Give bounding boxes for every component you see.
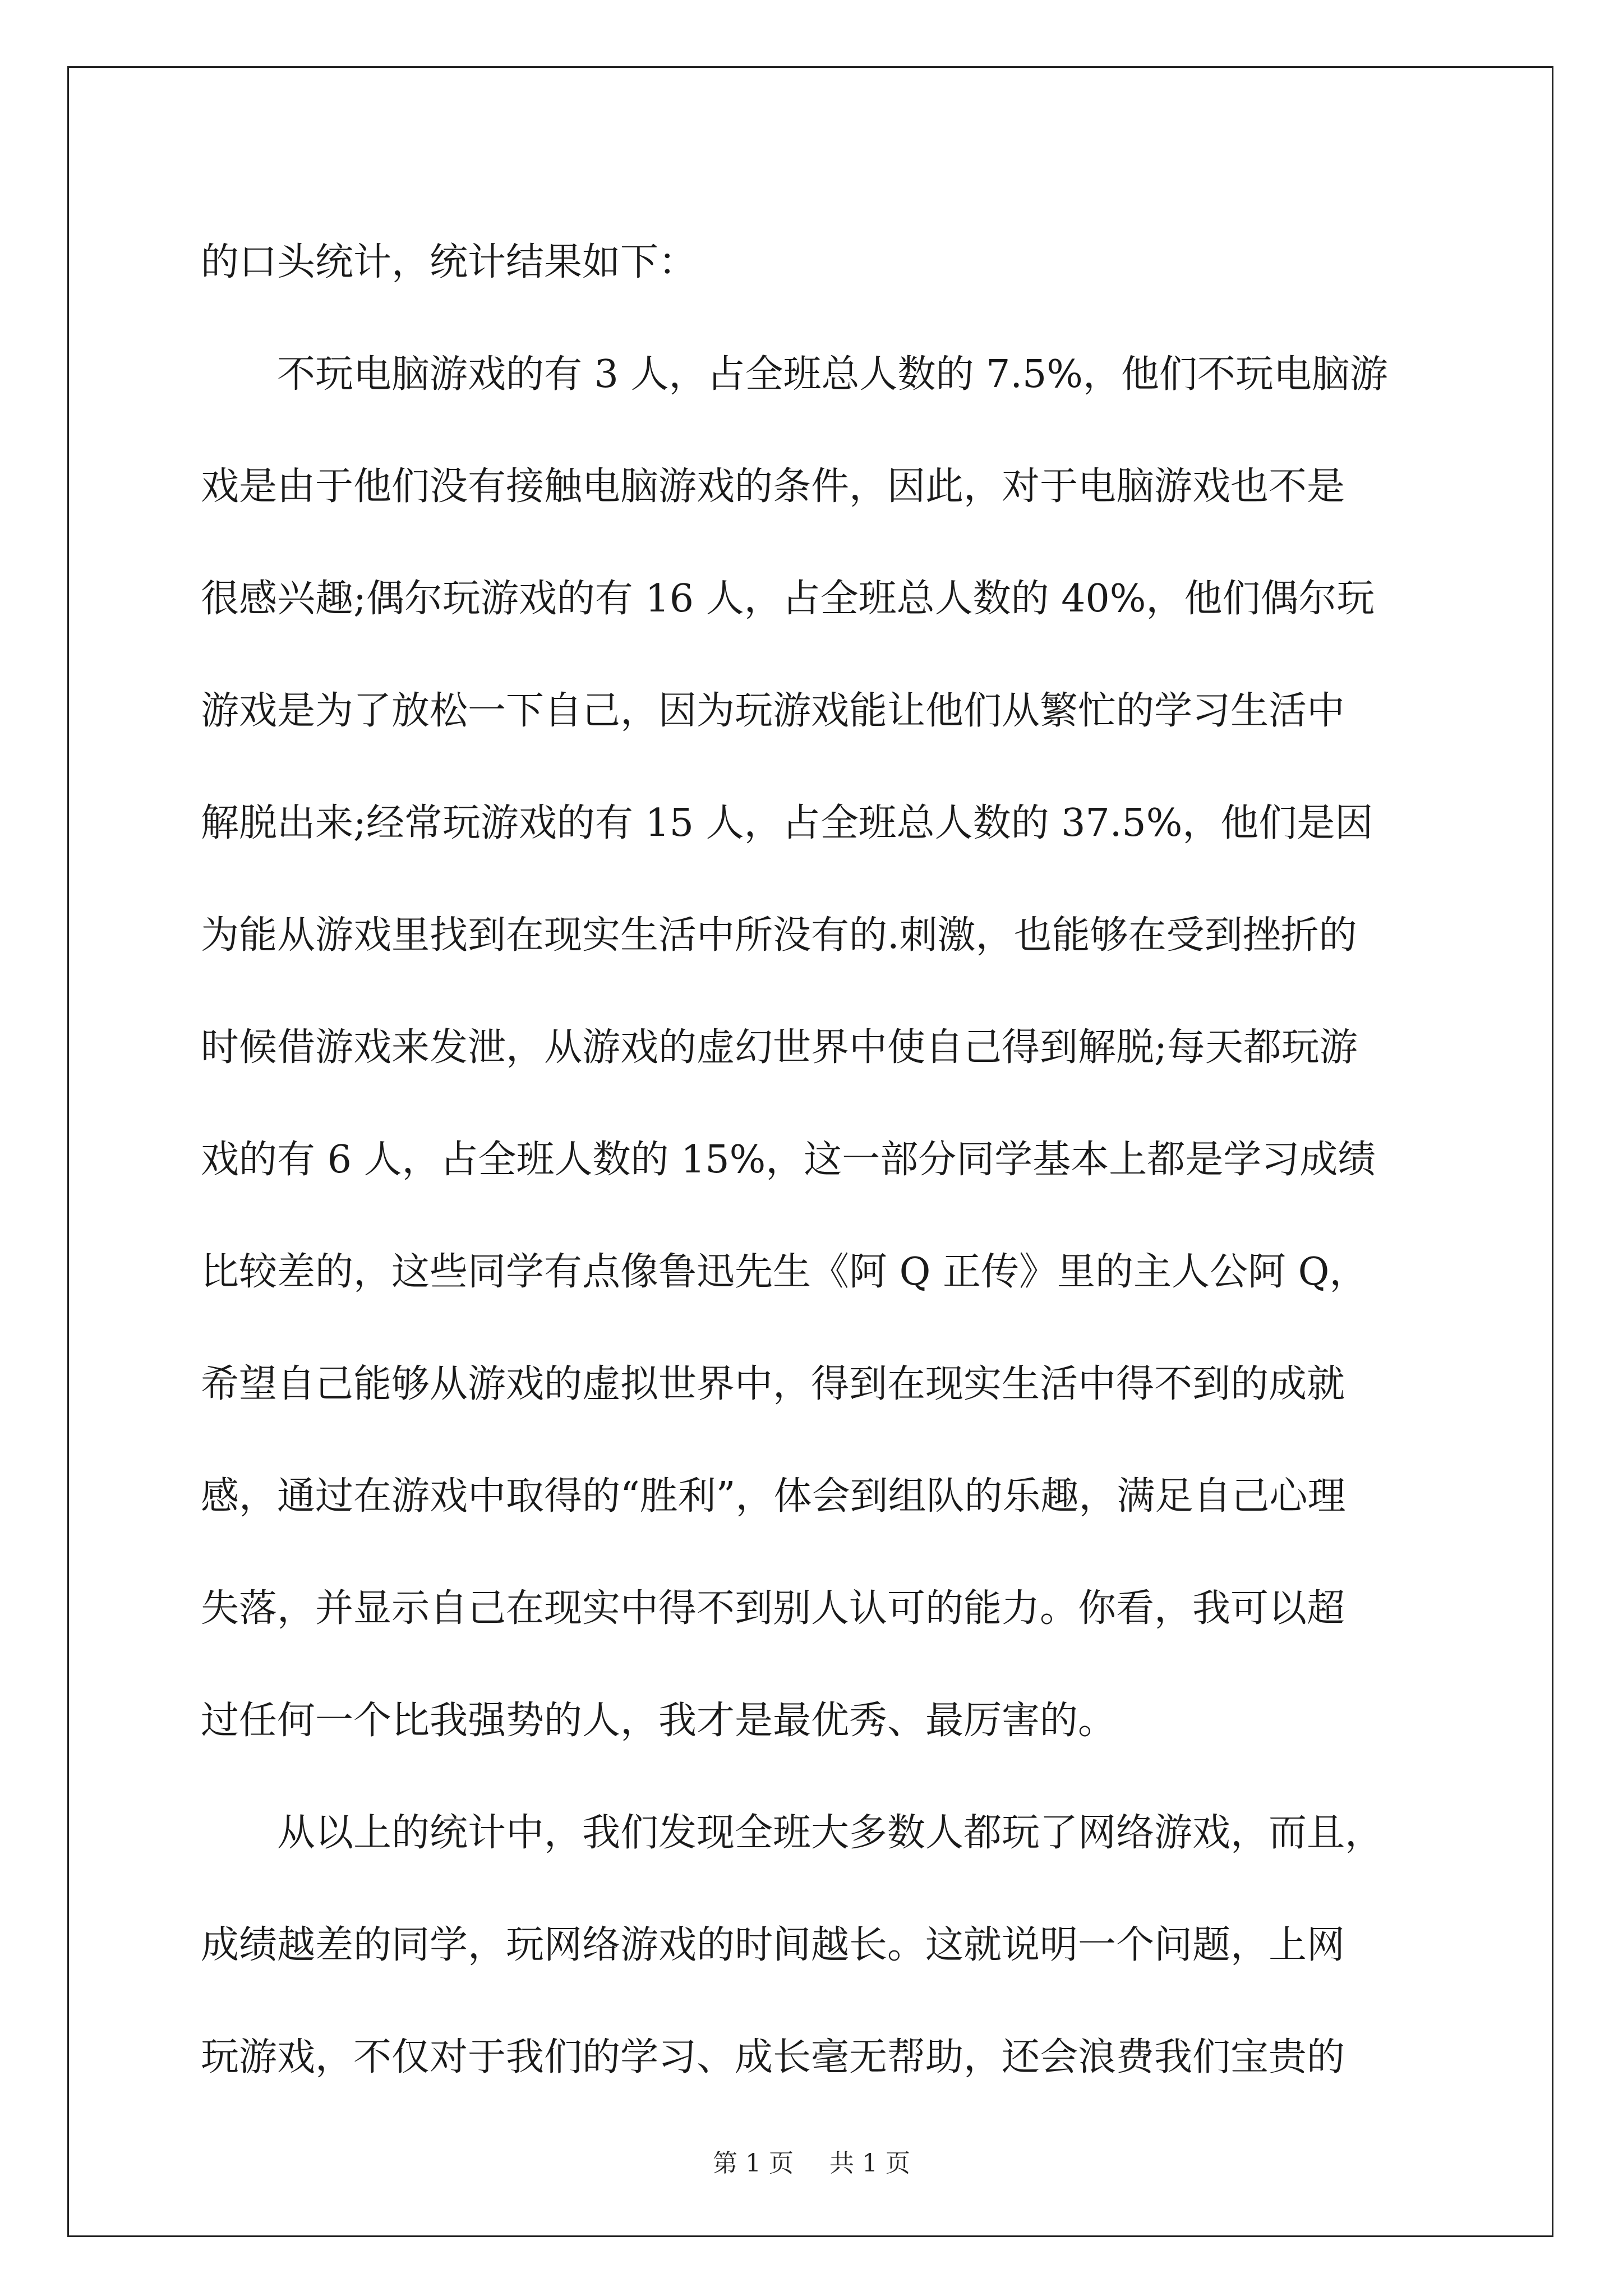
text-line: 很感兴趣;偶尔玩游戏的有 16 人，占全班总人数的 40%，他们偶尔玩 <box>201 577 1375 621</box>
text-line: 失落，并显示自己在现实中得不到别人认可的能力。你看，我可以超 <box>201 1586 1345 1631</box>
text-line: 希望自己能够从游戏的虚拟世界中，得到在现实生活中得不到的成就 <box>201 1362 1345 1406</box>
text-line: 的口头统计，统计结果如下： <box>201 240 697 284</box>
text-line: 比较差的，这些同学有点像鲁迅先生《阿 Q 正传》里的主人公阿 Q， <box>201 1250 1368 1294</box>
page-total: 共 1 页 <box>829 2149 910 2178</box>
text-line: 为能从游戏里找到在现实生活中所没有的.刺激，也能够在受到挫折的 <box>201 913 1357 958</box>
text-line: 玩游戏，不仅对于我们的学习、成长毫无帮助，还会浪费我们宝贵的 <box>201 2035 1345 2079</box>
text-line: 从以上的统计中，我们发现全班大多数人都玩了网络游戏，而且， <box>277 1811 1384 1855</box>
text-line: 时候借游戏来发泄，从游戏的虚幻世界中使自己得到解脱;每天都玩游 <box>201 1025 1358 1070</box>
text-line: 过任何一个比我强势的人，我才是最优秀、最厉害的。 <box>201 1699 1117 1743</box>
text-line: 戏是由于他们没有接触电脑游戏的条件，因此，对于电脑游戏也不是 <box>201 464 1345 509</box>
text-line: 成绩越差的同学，玩网络游戏的时间越长。这就说明一个问题，上网 <box>201 1923 1345 1967</box>
document-body <box>201 206 1440 2114</box>
text-line: 不玩电脑游戏的有 3 人，占全班总人数的 7.5%，他们不玩电脑游 <box>277 352 1388 397</box>
page-footer <box>0 2143 1623 2179</box>
text-line: 游戏是为了放松一下自己，因为玩游戏能让他们从繁忙的学习生活中 <box>201 689 1345 733</box>
text-line: 戏的有 6 人，占全班人数的 15%，这一部分同学基本上都是学习成绩 <box>201 1138 1376 1182</box>
page-number: 第 1 页 <box>713 2149 794 2178</box>
text-line: 感，通过在游戏中取得的“胜利”，体会到组队的乐趣，满足自己心理 <box>201 1474 1346 1519</box>
text-line: 解脱出来;经常玩游戏的有 15 人，占全班总人数的 37.5%，他们是因 <box>201 801 1373 845</box>
